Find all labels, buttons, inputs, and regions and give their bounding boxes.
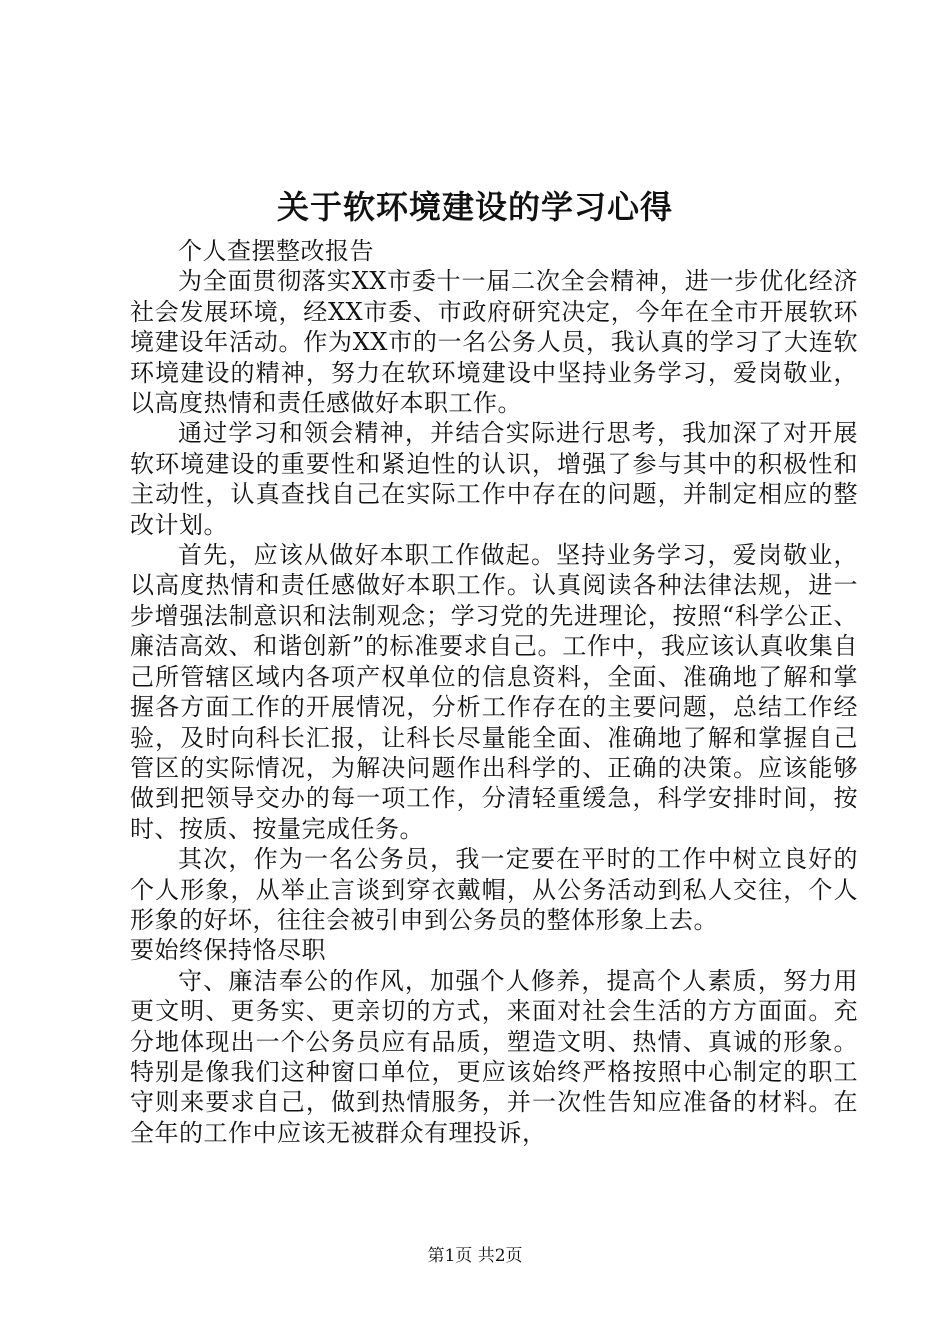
intro-paragraph: 为全面贯彻落实XX市委十一届二次全会精神，进一步优化经济社会发展环境，经XX市委、市政府研究决定，今年在全市开展软环境建设年活动。作为XX市的一名公务人员，我认真的学习了大连软环境建设的精神，努力在软环境建设中坚持业务学习，爱岗敬业，以高度热情和责任感做好本职工作。 [130, 267, 858, 418]
fragment-line: 要始终保持恪尽职 [130, 936, 326, 965]
first-point-paragraph: 首先，应该从做好本职工作做起。坚持业务学习，爱岗敬业，以高度热情和责任感做好本职工作。认真阅读各种法律法规，进一步增强法制意识和法制观念；学习党的先进理论，按照“科学公正、廉洁高效、和谐创新”的标准要求自己。工作中，我应该认真收集自己所管辖区域内各项产权单位的信息资料，全面、准确地了解和掌握各方面工作的开展情况，分析工作存在的主要问题，总结工作经验，及时向科长汇报，让科长尽量能全面、准确地了解和掌握自己管区的实际情况，为解决问题作出科学的、正确的决策。应该能够做到把领导交办的每一项工作，分清轻重缓急，科学安排时间，按时、按质、按量完成任务。 [130, 541, 858, 843]
second-point-paragraph: 其次，作为一名公务员，我一定要在平时的工作中树立良好的个人形象，从举止言谈到穿衣戴帽，从公务活动到私人交往，个人形象的好坏，往往会被引申到公务员的整体形象上去。 [130, 845, 858, 934]
subtitle-paragraph: 个人查摆整改报告 [178, 237, 374, 265]
page-number-footer: 第1页 共2页 [427, 1246, 523, 1266]
document-body [130, 236, 858, 1148]
document-title: 关于软环境建设的学习心得 [276, 188, 673, 226]
continuation-paragraph: 守、廉洁奉公的作风，加强个人修养，提高个人素质，努力用更文明、更务实、更亲切的方式，来面对社会生活的方方面面。充分地体现出一个公务员应有品质，塑造文明、热情、真诚的形象。特别是像我们这种窗口单位，更应该始终严格按照中心制定的职工守则来要求自己，做到热情服务，并一次性告知应准备的材料。在全年的工作中应该无被群众有理投诉， [130, 966, 858, 1147]
study-paragraph: 通过学习和领会精神，并结合实际进行思考，我加深了对开展软环境建设的重要性和紧迫性的认识，增强了参与其中的积极性和主动性，认真查找自己在实际工作中存在的问题，并制定相应的整改计划。 [130, 419, 858, 539]
